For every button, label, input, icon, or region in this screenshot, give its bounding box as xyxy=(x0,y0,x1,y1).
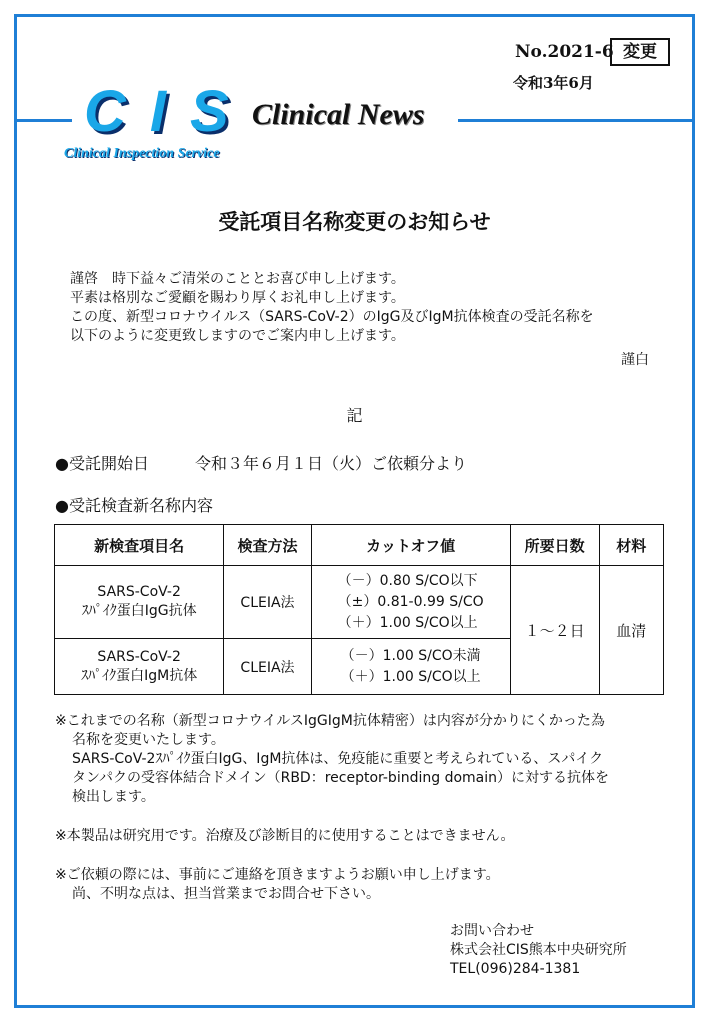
issue-number: No.2021-6 xyxy=(515,42,614,62)
col-header-method: 検査方法 xyxy=(224,525,311,566)
test-name-cell xyxy=(55,639,224,695)
cutoff-cell xyxy=(311,639,510,695)
clinical-news-title: Clinical News xyxy=(252,98,425,131)
change-badge: 変更 xyxy=(610,38,670,66)
issue-date: 令和3年6月 xyxy=(513,74,594,92)
col-header-material: 材料 xyxy=(599,525,663,566)
note-line: 検出します。 xyxy=(72,789,155,805)
cutoff-value: （±）0.81-0.99 S/CO xyxy=(337,593,484,610)
col-header-cutoff: カットオフ値 xyxy=(311,525,510,566)
material-cell: 血清 xyxy=(599,566,663,695)
test-name-line: ｽﾊﾟｲｸ蛋白IgM抗体 xyxy=(81,667,198,684)
ki-heading: 記 xyxy=(346,406,363,425)
method-cell: CLEIA法 xyxy=(224,639,311,695)
header-rule-right xyxy=(458,119,692,122)
test-name-table xyxy=(54,524,664,695)
intro-line: この度、新型コロナウイルス（SARS-CoV-2）のIgG及びIgM抗体検査の受託名称を xyxy=(70,309,594,325)
test-name-cell xyxy=(55,566,224,639)
test-name-line: SARS-CoV-2 xyxy=(97,584,181,600)
intro-line: 平素は格別なご愛顧を賜わり厚くお礼申し上げます。 xyxy=(70,290,405,306)
intro-paragraph xyxy=(70,270,594,346)
cutoff-value: （＋）1.00 S/CO以上 xyxy=(340,668,481,685)
page-title: 受託項目名称変更のお知らせ xyxy=(218,210,491,234)
contact-company: 株式会社CIS熊本中央研究所 xyxy=(450,942,627,958)
cutoff-value: （－）0.80 S/CO以下 xyxy=(337,572,478,589)
cis-logo-subtitle: Clinical Inspection Service xyxy=(64,146,220,161)
col-header-name: 新検査項目名 xyxy=(55,525,224,566)
intro-line: 以下のように変更致しますのでご案内申し上げます。 xyxy=(70,328,405,344)
contact-phone: TEL(096)284-1381 xyxy=(450,961,581,977)
contact-label: お問い合わせ xyxy=(450,923,534,939)
note-line: 尚、不明な点は、担当営業までお問合せ下さい。 xyxy=(72,886,380,902)
intro-line: 謹啓 時下益々ご清栄のこととお喜び申し上げます。 xyxy=(70,271,405,287)
contact-block xyxy=(450,922,627,979)
cutoff-cell xyxy=(311,566,510,639)
start-date-line xyxy=(55,451,467,474)
cutoff-value: （－）1.00 S/CO未満 xyxy=(340,647,481,664)
note-line: ※ご依頼の際には、事前にご連絡を頂きますようお願い申し上げます。 xyxy=(55,867,500,883)
note-line: ※これまでの名称（新型コロナウイルスIgGIgM抗体精密）は内容が分かりにくかった為 xyxy=(55,713,605,729)
note-line: タンパクの受容体結合ドメイン（RBD：receptor-binding domain）に対する抗体を xyxy=(72,770,610,786)
start-date-value: 令和３年６月１日（火）ご依頼分より xyxy=(195,454,468,473)
method-cell: CLEIA法 xyxy=(224,566,311,639)
table-row xyxy=(55,566,664,639)
note-line: 名称を変更いたします。 xyxy=(72,732,225,748)
start-date-label: ●受託開始日 xyxy=(55,454,149,473)
test-name-line: ｽﾊﾟｲｸ蛋白IgG抗体 xyxy=(81,603,197,619)
header-rule-left xyxy=(17,119,72,122)
notes-block xyxy=(55,712,609,904)
days-cell: １～２日 xyxy=(510,566,599,695)
test-name-line: SARS-CoV-2 xyxy=(97,648,181,665)
table-header-row xyxy=(55,525,664,566)
col-header-days: 所要日数 xyxy=(510,525,599,566)
note-line: SARS-CoV-2ｽﾊﾟｲｸ蛋白IgG、IgM抗体は、免疫能に重要と考えられている、スパイク xyxy=(72,751,604,767)
cutoff-value: （＋）1.00 S/CO以上 xyxy=(337,614,478,631)
section-title: ●受託検査新名称内容 xyxy=(55,496,213,515)
note-line: ※本製品は研究用です。治療及び診断目的に使用することはできません。 xyxy=(55,828,515,844)
cis-logo: CIS xyxy=(84,79,253,144)
closing-word: 謹白 xyxy=(621,352,649,368)
